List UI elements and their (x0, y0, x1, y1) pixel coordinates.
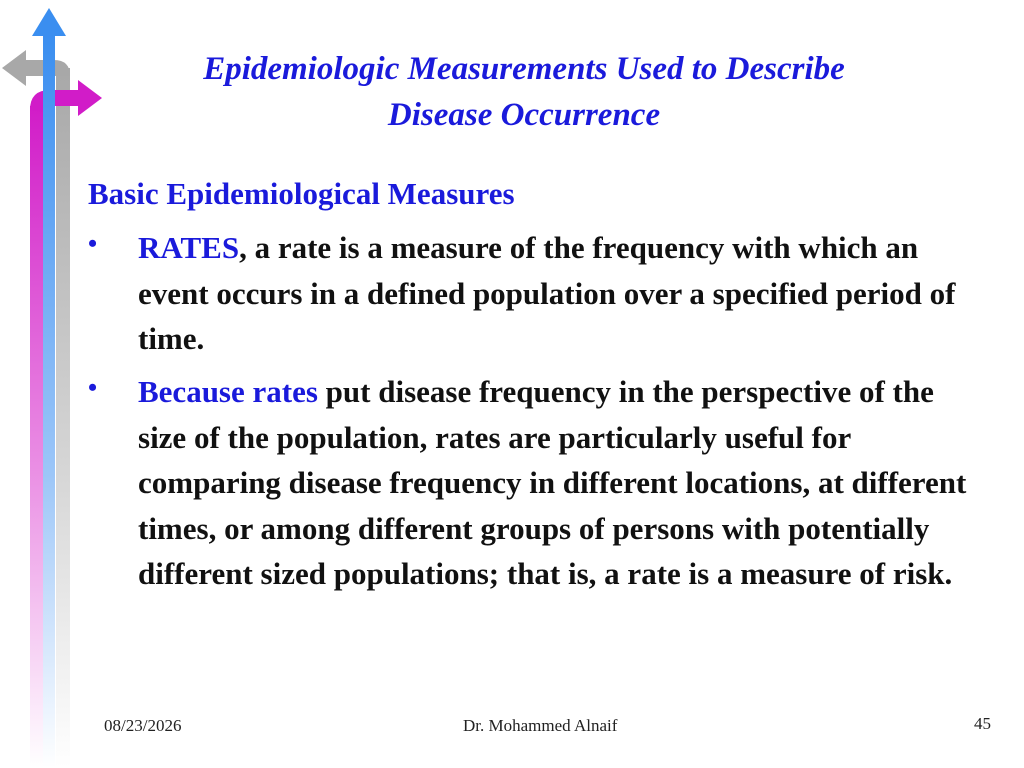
bullet-icon: • (88, 229, 98, 258)
slide-title-line-2: Disease Occurrence (387, 97, 661, 133)
bullet-icon: • (88, 373, 98, 402)
bullet-body-text: put disease frequency in the perspective of the size of the population, rates are particularly useful for comparing disease frequency in different locations, at different times, or among different groups of persons with potentially different sized populations; that is, a rate is a measure of risk. (138, 374, 967, 591)
bullet-lead-text: Because rates (138, 374, 318, 409)
bullet-item-because-rates (88, 369, 978, 597)
footer-author: Dr. Mohammed Alnaif (463, 716, 618, 735)
bullet-item-rates (88, 225, 978, 362)
bullet-lead-text: RATES (138, 230, 240, 265)
bullet-body-text: , a rate is a measure of the frequency with which an event occurs in a defined population over a specified period of time. (138, 230, 956, 356)
slide-title (120, 46, 928, 138)
footer-date: 08/23/2026 (104, 716, 182, 735)
section-subheading: Basic Epidemiological Measures (88, 176, 515, 211)
slide-title-line-1: Epidemiologic Measurements Used to Describe (203, 51, 845, 87)
slide-number: 45 (974, 714, 991, 733)
